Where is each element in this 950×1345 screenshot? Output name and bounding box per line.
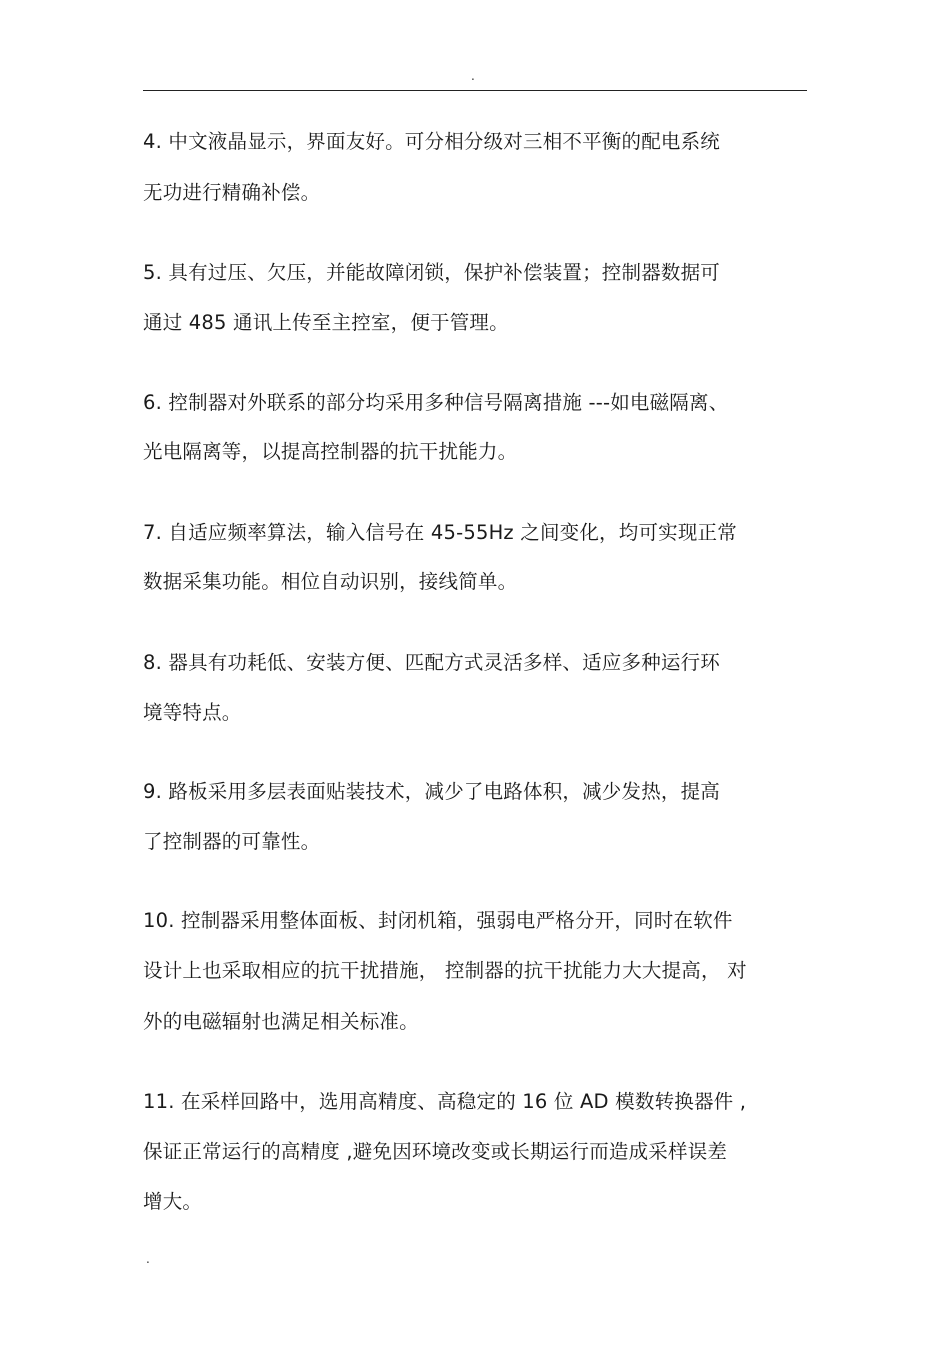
item-7-line-1: 7. 自适应频率算法，输入信号在 45-55Hz 之间变化，均可实现正常 <box>143 521 737 544</box>
item-6-line-2: 光电隔离等，以提高控制器的抗干扰能力。 <box>143 440 518 463</box>
item-10-line-2: 设计上也采取相应的抗干扰措施， 控制器的抗干扰能力大大提高， 对 <box>143 959 747 982</box>
item-4-line-1: 4. 中文液晶显示，界面友好。可分相分级对三相不平衡的配电系统 <box>143 130 721 153</box>
header-rule <box>143 90 807 91</box>
item-4-line-2: 无功进行精确补偿。 <box>143 181 321 204</box>
item-11-line-3: 增大。 <box>143 1190 203 1213</box>
item-11-line-2: 保证正常运行的高精度 ,避免因环境改变或长期运行而造成采样误差 <box>143 1140 728 1163</box>
item-11-line-1: 11. 在采样回路中，选用高精度、高稳定的 16 位 AD 模数转换器件 , <box>143 1090 747 1113</box>
header-dot: . <box>471 69 475 83</box>
item-10-line-1: 10. 控制器采用整体面板、封闭机箱，强弱电严格分开，同时在软件 <box>143 909 733 932</box>
item-7-line-2: 数据采集功能。相位自动识别，接线简单。 <box>143 570 518 593</box>
item-8-line-2: 境等特点。 <box>143 701 242 724</box>
item-9-line-1: 9. 路板采用多层表面贴装技术，减少了电路体积，减少发热，提高 <box>143 780 721 803</box>
item-5-line-1: 5. 具有过压、欠压，并能故障闭锁，保护补偿装置；控制器数据可 <box>143 261 721 284</box>
item-10-line-3: 外的电磁辐射也满足相关标准。 <box>143 1010 419 1033</box>
item-6-line-1: 6. 控制器对外联系的部分均采用多种信号隔离措施 ---如电磁隔离、 <box>143 391 729 414</box>
item-9-line-2: 了控制器的可靠性。 <box>143 830 321 853</box>
item-5-line-2: 通过 485 通讯上传至主控室，便于管理。 <box>143 311 509 334</box>
item-8-line-1: 8. 器具有功耗低、安装方便、匹配方式灵活多样、适应多种运行环 <box>143 651 721 674</box>
footer-dot: . <box>146 1252 150 1266</box>
